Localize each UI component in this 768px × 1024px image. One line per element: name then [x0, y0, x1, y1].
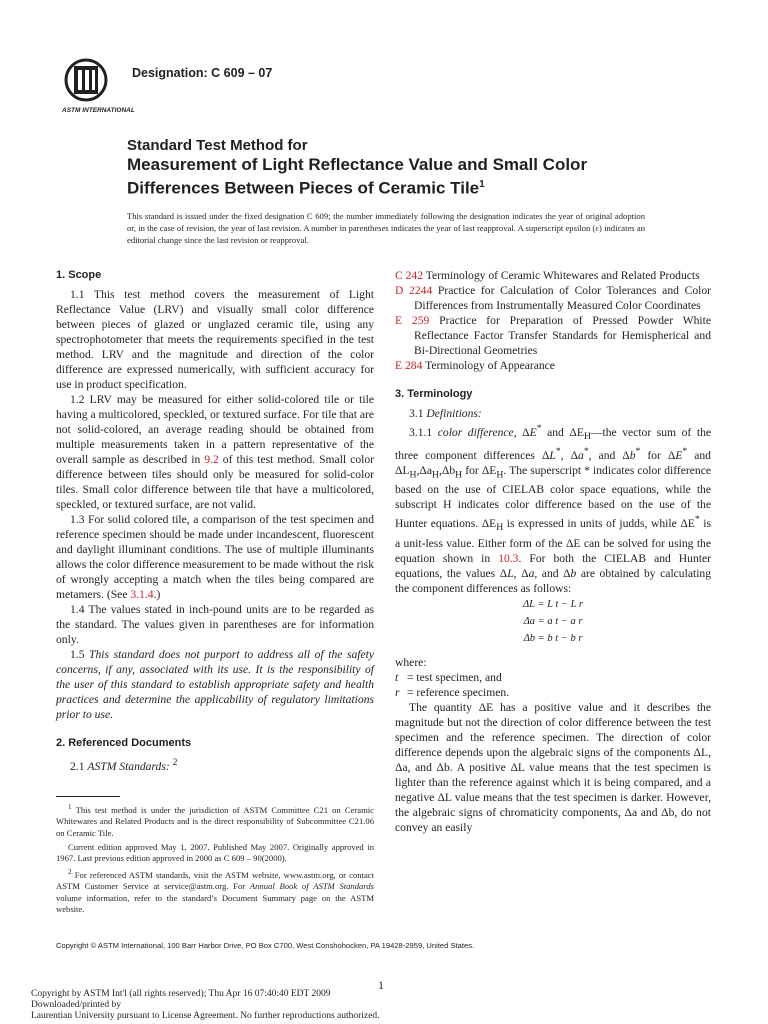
- para-2-1: 2.1 ASTM Standards: $^2$: [70, 757, 178, 773]
- title-line-2: Differences Between Pieces of Ceramic Tile$^1$: [127, 178, 485, 198]
- para-delta-e-description: The quantity ΔE has a positive value and it describes the magnitude but not the direction of color difference between the test specimen and the reference specimen. The direction of color difference depends upon the algebraic signs of the components ΔL, Δa, and Δb. A positive ΔL value means that the test specimen is lighter than the reference against which it is being compared, and a negative ΔL value means that the test specimen is darker. However, the algebraic signs of chromaticity components, Δa and Δb, do not convey an easily: [395, 700, 711, 834]
- ref-code-link[interactable]: E 284: [395, 359, 423, 372]
- ref-item-c242: C 242 Terminology of Ceramic Whitewares and Related Products: [395, 269, 700, 282]
- ref-item-e259: E 259 Practice for Preparation of Pressed Powder White Reflectance Factor Transfer Standards for Hemispherical and Bi-Directional Geometries: [395, 314, 712, 357]
- footnotes: [56, 802, 374, 918]
- footnote-1: $^1$ This test method is under the jurisdiction of ASTM Committee C21 on Ceramic Whitewares and Related Products and is the direct responsibility of Subcommittee C21.06 on Ceramic Tile.: [56, 803, 374, 839]
- link-9-2[interactable]: 9.2: [204, 453, 219, 466]
- page-number: 1: [378, 978, 384, 992]
- title-line-1: Measurement of Light Reflectance Value and Small Color: [127, 155, 588, 174]
- title-block: [127, 136, 687, 199]
- footnote-1b: Current edition approved May 1, 2007. Published May 2007. Originally approved in 1967. Last previous edition approved in 2000 as C 609 – 90(2000).: [56, 841, 374, 864]
- left-column: [56, 268, 374, 774]
- right-column: [395, 268, 711, 835]
- where-label: where:: [395, 655, 427, 669]
- footnote-divider: [56, 796, 120, 797]
- para-1-1: 1.1 This test method covers the measurement of Light Reflectance Value (LRV) and visually small color difference between pieces of glazed or unglazed ceramic tile, using any spectrophotometer that meets the requirements specified in the test method. LRV and the magnitude and direction of the color difference are expressed numerically, with sufficient accuracy for use in product specification.: [56, 288, 374, 391]
- para-3-1-1: 3.1.1 color difference, ΔE* and $\Delta E_H—the$ vector sum of the three component differences ΔL*, Δa*, and Δb* for ΔE* and $\Delta L_H,\Delta a_H,\Delta b_H$ for $\Delta E_H$. The superscript * indicates color difference based on the use of CIELAB color space equations, while the subscript H indicates color difference based on the use of the Hunter equations. $\Delta E_H$ is expressed in units of judds, while ΔE* is a unit-less value. Either form of the ΔE can be solved for using the equation shown in 10.3. For both the CIELAB and Hunter equations, the values ΔL, Δa, and Δb are obtained by calculating the component differences as follows:: [395, 423, 712, 595]
- ref-item-e284: E 284 Terminology of Appearance: [395, 359, 555, 372]
- where-item-t: t = test specimen, and: [395, 670, 502, 684]
- ref-code-link[interactable]: E 259: [395, 314, 430, 327]
- para-1-2: 1.2 LRV may be measured for either solid-colored tile or tile having a multicolored, speckled, or textured surface. For tile that are not solid-colored, an average reading should be obtained from multiple measurements taken in a pattern representative of the overall sample as described in 9.2 of this test method. Small color difference between tiles should only be measured for solid-color tiles. Small color difference between tile that have a multicolored, speckled, or textured surface, are not valid.: [56, 393, 374, 511]
- para-1-3: 1.3 For solid colored tile, a comparison of the test specimen and reference specimen should be made under incandescent, fluorescent and daylight illuminant conditions. The use of multiple illuminants allows the color difference measurement to be made without the risk of wrongly accepting a match when the tiles being compared are metamers. (See 3.1.4.): [56, 513, 374, 601]
- copyright-line: Copyright © ASTM International, 100 Barr Harbor Drive, PO Box C700, West Conshohocken, PA 19428-2959, United States.: [56, 941, 475, 950]
- where-item-r: r = reference specimen.: [395, 685, 510, 699]
- section-scope-heading: 1. Scope: [56, 269, 102, 281]
- link-10-3[interactable]: 10.3: [498, 551, 519, 565]
- download-notice: Copyright by ASTM Int'l (all rights reserved); Thu Apr 16 07:40:40 EDT 2009 Downloaded/printed by Laurentian University pursuant to License Agreement. No further reproductions authorized.: [31, 989, 380, 1021]
- ref-item-d2244: D 2244 Practice for Calculation of Color Tolerances and Color Differences from Instrumentally Measured Color Coordinates: [395, 284, 711, 312]
- para-1-5: 1.5 This standard does not purport to address all of the safety concerns, if any, associated with its use. It is the responsibility of the user of this standard to establish appropriate safety and health practices and determine the applicability of regulatory limitations prior to use.: [56, 648, 374, 721]
- equation-delta-a: Δa = a t − a r: [523, 615, 583, 627]
- svg-text:ASTM INTERNATIONAL: ASTM INTERNATIONAL: [62, 107, 135, 114]
- footnote-2: $^2$ For referenced ASTM standards, visit the ASTM website, www.astm.org, or contact ASTM Customer Service at service@astm.org. For Annual Book of ASTM Standards volume information, refer to the standard’s Document Summary page on the ASTM website.: [56, 867, 374, 915]
- ref-code-link[interactable]: D 2244: [395, 284, 433, 297]
- equation-delta-b: Δb = b t − b r: [523, 632, 583, 644]
- issuance-note: This standard is issued under the fixed designation C 609; the number immediately following the designation indicates the year of original adoption or, in the case of revision, the year of last revision. A number in parentheses indicates the year of last reapproval. A superscript epsilon (ε) indicates an editorial change since the last revision or reapproval.: [127, 211, 645, 246]
- link-3-1-4[interactable]: 3.1.4: [130, 588, 154, 601]
- equation-delta-l: ΔL = L t − L r: [522, 598, 584, 610]
- para-3-1: 3.1 Definitions:: [409, 407, 482, 420]
- ref-code-link[interactable]: C 242: [395, 269, 424, 282]
- para-1-4: 1.4 The values stated in inch-pound units are to be regarded as the standard. The values given in parentheses are for information only.: [56, 603, 374, 646]
- designation: Designation: C 609 – 07: [132, 66, 273, 80]
- section-terminology-heading: 3. Terminology: [395, 388, 473, 400]
- astm-logo: [60, 56, 135, 116]
- title-pre: Standard Test Method for: [127, 137, 308, 154]
- section-refdocs-heading: 2. Referenced Documents: [56, 737, 192, 749]
